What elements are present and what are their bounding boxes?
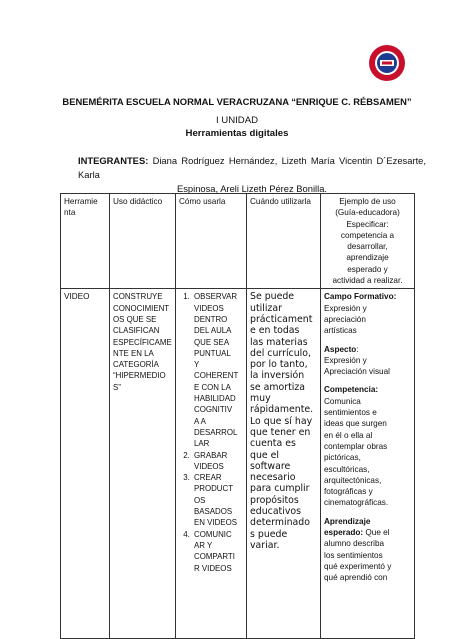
list-item: 1. OBSERVAR VIDEOS DENTRO DEL AULA QUE SEA PUNTUAL Y COHERENT E CON LA HABILIDAD COGNITIV A A DESARROL LAR — [192, 291, 243, 449]
topic-title: Herramientas digitales — [185, 128, 289, 139]
header-ejemplo: Ejemplo de uso (Guía-educadora) Especificar: competencia a desarrollar, aprendizaje esperado y actividad a realizar. — [321, 194, 415, 289]
cell-cuando: Se puede utilizar prácticament e en todas las materias del currículo, por lo tanto, la inversión se amortiza muy rápidamente. Lo que sí hay que tener en cuenta es que el software necesario para cumplir propósitos educativos determinado s puede variar. — [247, 289, 321, 639]
tools-table — [60, 193, 415, 639]
header-como: Cómo usarla — [176, 194, 247, 289]
header-cuando: Cuándo utilizarla — [247, 194, 321, 289]
aspecto: Aspecto: Expresión y Apreciación visual — [324, 344, 390, 377]
members-label: INTEGRANTES: — [78, 155, 149, 166]
competencia: Competencia: Comunica sentimientos e ideas que surgen en él o ella al contemplar obras pictóricas, escultóricas, arquitectónicas, fotográficas y cinematográficas. — [324, 385, 389, 508]
list-item: 3. CREAR PRODUCT OS BASADOS EN VIDEOS — [192, 472, 243, 528]
table-row — [61, 289, 415, 639]
members-paragraph — [78, 154, 426, 196]
cell-ejemplo — [321, 289, 415, 639]
header-uso: Uso didáctico — [110, 194, 176, 289]
header-tool: Herramie nta — [61, 194, 110, 289]
members-line-2: Espinosa, Areli Lizeth Pérez Bonilla. — [176, 183, 328, 194]
cell-como — [176, 289, 247, 639]
unit-title: I UNIDAD — [215, 115, 259, 126]
list-item: 2. GRABAR VIDEOS — [192, 450, 243, 473]
campo-formativo: Campo Formativo: Expresión y apreciación artísticas — [324, 292, 397, 336]
members-line-1: Diana Rodríguez Hernández, Lizeth María Vicentin D´Ezesarte, Karla — [78, 155, 426, 180]
list-item: 4. COMUNIC AR Y COMPARTI R VIDEOS — [192, 529, 243, 574]
como-list — [179, 291, 243, 573]
cell-uso: CONSTRUYE CONOCIMIENT OS QUE SE CLASIFICAN ESPECÍFICAME NTE EN LA CATEGORÍA “HIPERMEDIO S” — [110, 289, 176, 639]
table-header-row — [61, 194, 415, 289]
aprendizaje-esperado: Aprendizaje esperado: Que el alumno describa los sentimientos qué experimentó y qué aprendió con — [324, 516, 392, 583]
school-name: BENEMÉRITA ESCUELA NORMAL VERACRUZANA “ENRIQUE C. RÉBSAMEN” — [62, 96, 412, 107]
cell-tool: VIDEO — [61, 289, 110, 639]
school-seal-icon — [368, 44, 406, 82]
